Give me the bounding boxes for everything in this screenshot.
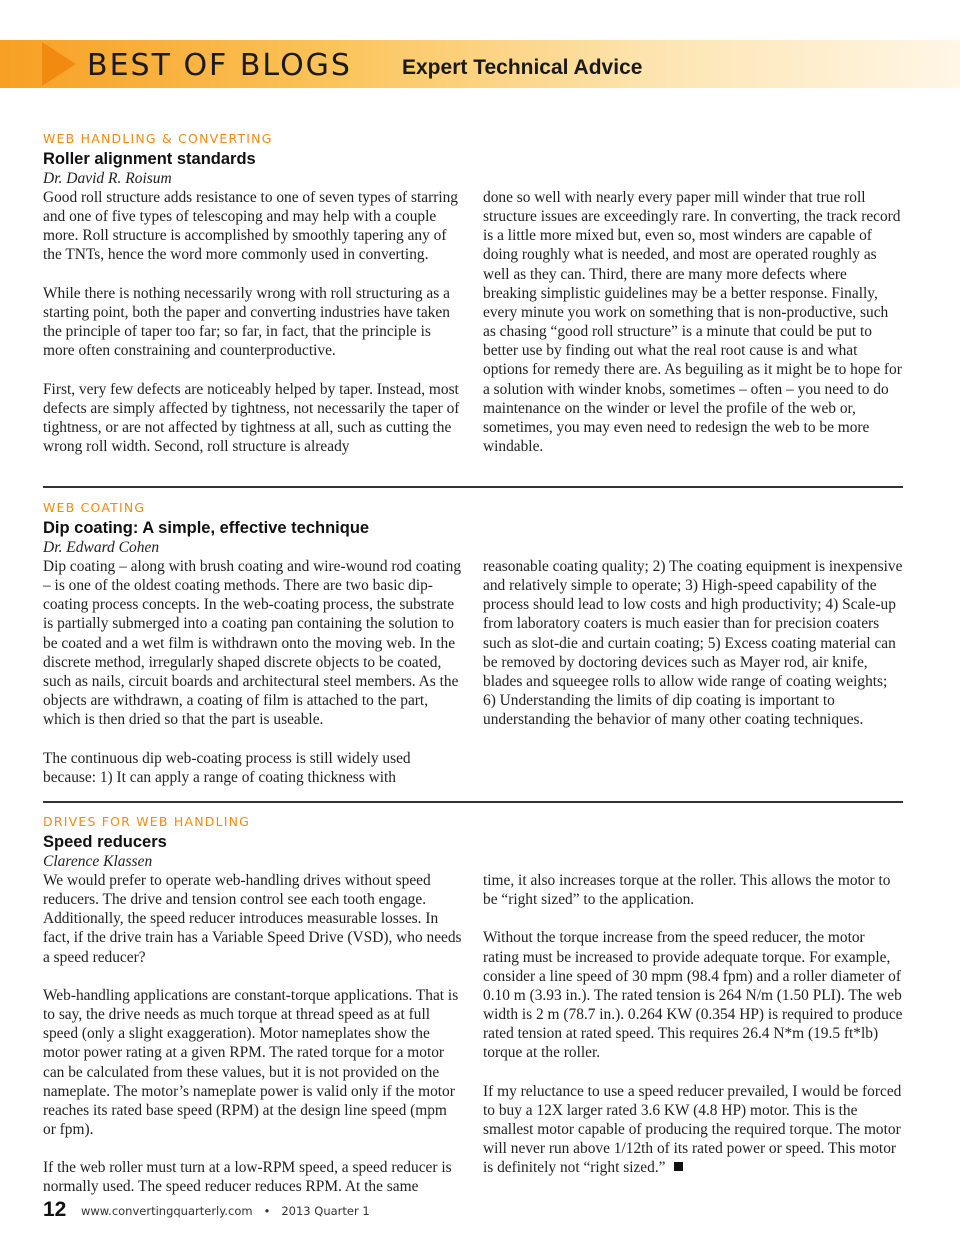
article-kicker: WEB COATING <box>43 500 146 515</box>
paragraph: Web-handling applications are constant-torque applications. That is to say, the drive needs as much torque at thread speed as at full speed (only a slight exaggeration). Motor nameplates show the motor power rating at a given RPM. The rated torque for a motor can be calculated from these values, but it is not provided on the nameplate. The motor’s nameplate power is valid only if the motor reaches its rated base speed (RPM) at the design line speed (mpm or fpm). <box>43 986 459 1139</box>
section-divider <box>43 801 903 803</box>
article-right-column <box>483 188 903 456</box>
paragraph: First, very few defects are noticeably helped by taper. Instead, most defects are simply affected by tightness, not necessarily the taper of tightness, or are not affected by tightness at all, such as cutting the wrong roll width. Second, roll structure is already <box>43 380 460 455</box>
paragraph-text: If my reluctance to use a speed reducer prevailed, I would be forced to buy a 12X larger rated 3.6 KW (4.8 HP) motor. This is the smallest motor capable of producing the required torque. The motor will never run above 1/12th of its rated power or speed. This motor is definitely not “right sized.” <box>483 1082 902 1177</box>
article-title: Dip coating: A simple, effective technique <box>43 519 370 537</box>
article-right-column <box>483 871 903 1177</box>
article-title: Speed reducers <box>43 833 167 851</box>
paragraph: If the web roller must turn at a low-RPM speed, a speed reducer is normally used. The speed reducer reduces RPM. At the same <box>43 1159 452 1196</box>
end-of-article-square-icon <box>674 1162 683 1171</box>
footer-site: www.convertingquarterly.com <box>81 1204 253 1218</box>
article-left-column <box>43 188 463 456</box>
paragraph: reasonable coating quality; 2) The coating equipment is inexpensive and relatively simple to operate; 3) High-speed capability of the process should lead to low costs and high productivity; 4) Scale-up from laboratory coaters is much easier than for precision coaters such as slot-die and curtain coating; 5) Excess coating material can be removed by doctoring devices such as Mayer rod, air knife, blades and squeegee rolls to allow wide range of coating weights; 6) Understanding the limits of dip coating is important to understanding the behavior of many other coating techniques. <box>483 558 903 729</box>
play-arrow-icon <box>42 42 76 86</box>
footer-credit <box>81 1204 370 1218</box>
article-web-handling <box>43 131 903 478</box>
paragraph: Dip coating – along with brush coating and wire-wound rod coating – is one of the oldest coating methods. There are two basic dip-coating process concepts. In the web-coating process, the substrate is partially submerged into a coating pan containing the solution to be coated and a wet film is withdrawn onto the moving web. In the discrete method, irregularly shaped discrete objects to be coated, such as nails, circuit boards and architectural steel members. As the objects are withdrawn, a coating of film is attached to the part, which is then dried so that the part is useable. <box>43 558 462 729</box>
article-author: Clarence Klassen <box>43 853 153 870</box>
article-left-column <box>43 557 463 787</box>
paragraph <box>483 1082 903 1178</box>
article-right-column <box>483 557 903 729</box>
paragraph: Without the torque increase from the speed reducer, the motor rating must be increased to provide adequate torque. For example, consider a line speed of 30 mpm (98.4 fpm) and a roller diameter of 0.10 m (3.93 in.). The rated tension is 264 N/m (1.50 PLI). The web width is 2 m (78.7 in.). 0.264 KW (0.354 HP) is required to produce rated tension at rated speed. This requires 26.4 N*m (19.5 ft*lb) torque at the roller. <box>483 929 903 1062</box>
paragraph: We would prefer to operate web-handling drives without speed reducers. The drive and tension control see each tooth engage. Additionally, the speed reducer introduces measurable losses. In fact, if the drive train has a Variable Speed Drive (VSD), who needs a speed reducer? <box>43 872 462 966</box>
article-author: Dr. Edward Cohen <box>43 539 160 556</box>
article-kicker: DRIVES FOR WEB HANDLING <box>43 814 251 829</box>
footer-issue: 2013 Quarter 1 <box>281 1204 370 1218</box>
paragraph: time, it also increases torque at the roller. This allows the motor to be “right sized” to the application. <box>483 872 891 909</box>
footer-separator: • <box>263 1204 271 1218</box>
page-number: 12 <box>43 1198 67 1221</box>
section-divider <box>43 486 903 488</box>
header-subtitle: Expert Technical Advice <box>402 56 643 79</box>
paragraph: While there is nothing necessarily wrong with roll structuring as a starting point, both the paper and converting industries have taken the principle of taper too far; so far, in fact, that the principle is more often constraining and counterproductive. <box>43 284 450 360</box>
article-kicker: WEB HANDLING & CONVERTING <box>43 131 273 146</box>
article-drives <box>43 814 903 1201</box>
paragraph: The continuous dip web-coating process is still widely used because: 1) It can apply a range of coating thickness with <box>43 749 411 786</box>
article-title: Roller alignment standards <box>43 150 256 168</box>
paragraph: Good roll structure adds resistance to one of seven types of starring and one of five types of telescoping and may help with a couple more. Roll structure is accomplished by smoothly tapering any of the TNTs, hence the word more commonly used in converting. <box>43 189 459 264</box>
article-left-column <box>43 871 463 1197</box>
article-author: Dr. David R. Roisum <box>43 170 172 187</box>
article-web-coating <box>43 500 903 797</box>
section-brand: BEST OF BLOGS <box>87 48 352 83</box>
paragraph: done so well with nearly every paper mill winder that true roll structure issues are exceedingly rare. In converting, the track record is a little more mixed but, even so, most winders are capable of doing roughly what is needed, and most are operated roughly as well as they can. Third, there are many more defects where breaking simplistic guidelines may be a better response. Finally, every minute you work on something that is non-productive, such as chasing “good roll structure” is a minute that could be put to better use by finding out what the real root cause is and what options for remedy there are. As beguiling as it might be to hope for a solution with winder knobs, sometimes – often – you need to do maintenance on the winder or level the profile of the web or, sometimes, you may even need to redesign the web to be more windable. <box>483 189 902 456</box>
